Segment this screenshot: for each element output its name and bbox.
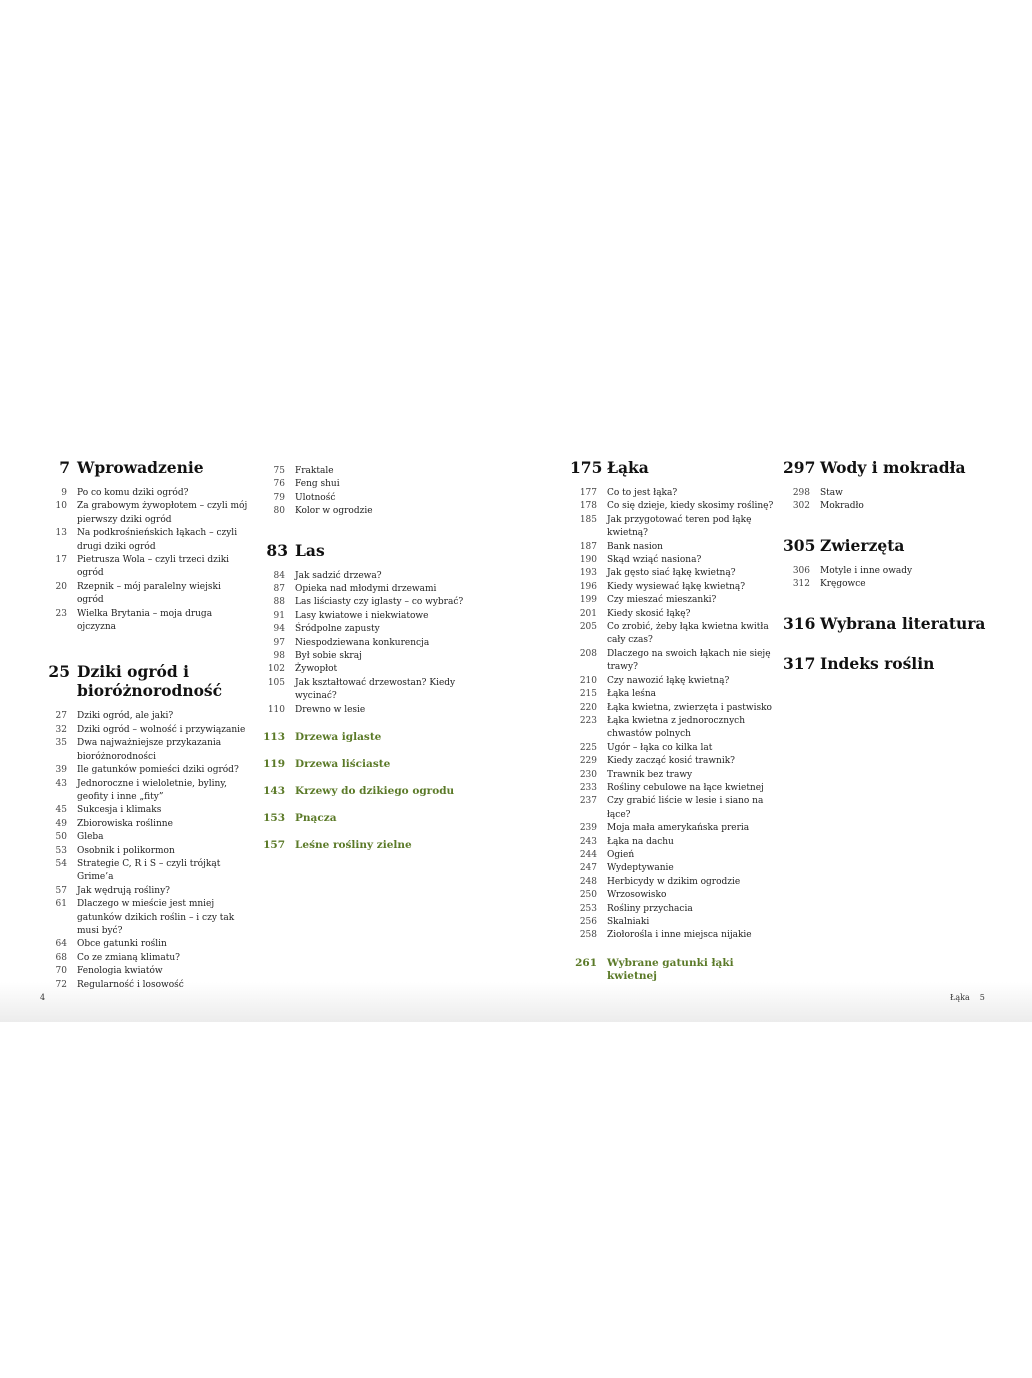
toc-entry — [40, 952, 250, 965]
toc-entry — [40, 737, 250, 764]
entry-title: Dlaczego w mieście jest mniej gatunków dzikich roślin – i czy tak musi być? — [77, 899, 235, 936]
entry-title: Staw — [820, 488, 843, 498]
entry-title: Wrzosowisko — [607, 890, 667, 901]
entry-page-number: 75 — [273, 466, 285, 476]
entry-title: Pietrusza Wola – czyli trzeci dziki ogród — [77, 555, 230, 579]
entry-title: Kiedy wysiewać łąkę kwietną? — [607, 581, 746, 592]
entry-page-number: 32 — [55, 724, 67, 735]
toc-entry — [40, 938, 250, 951]
section-page-number: 113 — [263, 731, 285, 744]
toc-entry — [570, 782, 782, 795]
toc-entry — [570, 862, 782, 875]
toc-entry — [40, 979, 250, 992]
entry-page-number: 223 — [579, 715, 597, 726]
entry-title: Dziki ogród – wolność i przywiązanie — [77, 724, 246, 735]
toc-entry — [40, 831, 250, 844]
entry-title: Sukcesja i klimaks — [77, 805, 162, 816]
toc-entry — [570, 795, 782, 822]
toc-entry — [258, 704, 473, 717]
entry-page-number: 49 — [55, 818, 67, 829]
toc-column-2 — [258, 465, 473, 866]
entry-page-number: 102 — [267, 664, 285, 675]
entry-title: Czy nawozić łąkę kwietną? — [607, 675, 730, 686]
entry-title: Jak sadzić drzewa? — [295, 570, 382, 581]
entry-title: Śródpolne zapusty — [295, 624, 380, 635]
section-title: Leśne rośliny zielne — [295, 839, 412, 852]
toc-entry — [258, 623, 473, 636]
entry-title: Jednoroczne i wieloletnie, byliny, geofity i inne „fity” — [77, 778, 228, 802]
entry-title: Rośliny przychacia — [607, 903, 693, 914]
species-sections — [570, 957, 782, 983]
chapter-entries — [258, 570, 473, 717]
chapter-entries — [40, 487, 250, 634]
toc-entry — [258, 637, 473, 650]
entry-title: Lasy kwiatowe i niekwiatowe — [295, 610, 429, 621]
entry-page-number: 248 — [579, 876, 597, 887]
toc-entry — [570, 849, 782, 862]
chapter-heading — [783, 654, 1013, 673]
entry-page-number: 229 — [579, 756, 597, 767]
entry-title: Jak przygotować teren pod łąkę kwietną? — [607, 514, 752, 539]
chapter-title: Zwierzęta — [820, 535, 905, 555]
toc-entry — [570, 755, 782, 768]
toc-entry — [570, 889, 782, 902]
toc-entry — [570, 876, 782, 889]
entry-title: Moja mała amerykańska preria — [607, 823, 750, 834]
entry-title: Jak wędrują rośliny? — [77, 885, 170, 896]
entry-page-number: 53 — [55, 845, 67, 856]
entry-title: Po co komu dziki ogród? — [77, 488, 189, 498]
entry-page-number: 237 — [579, 796, 597, 807]
toc-entry — [783, 565, 1013, 578]
toc-entry — [40, 965, 250, 978]
entry-title: Opieka nad młodymi drzewami — [295, 584, 437, 595]
section-title: Drzewa iglaste — [295, 731, 382, 744]
toc-entry — [783, 487, 1013, 500]
chapter-title: Łąka — [607, 458, 649, 477]
toc-entry — [570, 594, 782, 607]
toc-entry — [570, 929, 782, 942]
entry-page-number: 208 — [579, 648, 597, 659]
toc-entry — [40, 527, 250, 554]
toc-entry — [570, 500, 782, 513]
toc-entry — [570, 769, 782, 782]
entry-page-number: 205 — [579, 622, 597, 633]
chapter-number: 297 — [783, 458, 816, 477]
toc-column-4 — [783, 458, 1013, 673]
toc-entry — [783, 578, 1013, 591]
entry-title: Jak kształtować drzewostan? Kiedy wycinać? — [295, 677, 456, 702]
entry-title: Niespodziewana konkurencja — [295, 637, 430, 648]
toc-entry — [570, 648, 782, 675]
toc-entry — [570, 514, 782, 541]
toc-entry — [258, 570, 473, 583]
entry-page-number: 10 — [55, 501, 67, 512]
entry-title: Wielka Brytania – moja druga ojczyzna — [77, 608, 213, 633]
entry-page-number: 17 — [55, 555, 67, 566]
entry-page-number: 244 — [579, 849, 597, 860]
entry-title: Łąka leśna — [607, 689, 657, 700]
entry-title: Co się dzieje, kiedy skosimy roślinę? — [607, 501, 774, 512]
entry-page-number: 39 — [55, 765, 67, 776]
section-page-number: 143 — [263, 785, 285, 798]
chapter-number: 25 — [48, 662, 70, 682]
entry-title: Fenologia kwiatów — [77, 966, 163, 977]
entry-page-number: 233 — [579, 782, 597, 793]
entry-title: Feng shui — [295, 479, 340, 490]
toc-entry — [570, 688, 782, 701]
toc-entry — [570, 541, 782, 554]
entry-page-number: 185 — [579, 514, 597, 525]
species-sections — [258, 731, 473, 852]
toc-entry — [40, 818, 250, 831]
chapter-heading — [258, 541, 473, 560]
toc-entry — [570, 487, 782, 500]
entry-page-number: 91 — [273, 610, 285, 621]
chapter-number: 305 — [783, 535, 816, 555]
chapter-heading — [40, 458, 250, 477]
toc-entry — [258, 492, 473, 505]
chapter-title: Wody i mokradła — [820, 458, 966, 477]
toc-entry — [40, 554, 250, 581]
species-section-entry — [258, 758, 473, 771]
chapter-entries — [783, 565, 1013, 592]
species-section-entry — [258, 839, 473, 852]
chapter-heading — [40, 662, 250, 700]
entry-page-number: 88 — [273, 597, 285, 608]
entry-page-number: 247 — [579, 863, 597, 874]
chapter-number: 317 — [783, 653, 816, 673]
toc-entry — [40, 487, 250, 500]
entry-page-number: 196 — [579, 581, 597, 592]
entry-page-number: 76 — [273, 479, 285, 490]
entry-title: Osobnik i polikormon — [77, 845, 175, 856]
chapter-entries — [783, 487, 1013, 514]
entry-page-number: 80 — [273, 506, 285, 517]
entry-title: Łąka kwietna z jednorocznych chwastów polnych — [607, 715, 745, 740]
entry-page-number: 239 — [579, 823, 597, 834]
toc-entry — [570, 621, 782, 648]
entry-title: Trawnik bez trawy — [607, 769, 693, 780]
entry-page-number: 230 — [579, 769, 597, 780]
entry-page-number: 201 — [579, 608, 597, 619]
entry-page-number: 84 — [273, 570, 285, 581]
chapter-number: 7 — [59, 458, 70, 477]
entry-page-number: 54 — [55, 858, 67, 869]
entry-page-number: 199 — [579, 595, 597, 606]
section-title: Wybrane gatunki łąki kwietnej — [607, 956, 734, 982]
entry-page-number: 193 — [579, 568, 597, 579]
entry-page-number: 258 — [579, 930, 597, 941]
entry-title: Ugór – łąka co kilka lat — [607, 742, 713, 753]
chapter-title: Las — [295, 540, 325, 560]
toc-entry — [258, 465, 473, 478]
running-title: Łąka — [950, 993, 970, 1002]
entry-title: Obce gatunki roślin — [77, 939, 167, 950]
entry-page-number: 98 — [273, 651, 285, 662]
entry-page-number: 9 — [61, 488, 67, 498]
species-section-entry — [258, 812, 473, 825]
toc-entry — [570, 916, 782, 929]
entry-title: Herbicydy w dzikim ogrodzie — [607, 876, 741, 887]
entry-title: Mokradło — [820, 501, 864, 512]
toc-entry — [570, 822, 782, 835]
entry-page-number: 20 — [55, 581, 67, 592]
chapter-title: Wybrana literatura — [820, 613, 986, 633]
entry-title: Wydeptywanie — [607, 863, 674, 874]
toc-entry — [40, 898, 250, 938]
chapter-entries — [40, 710, 250, 992]
toc-entry — [40, 804, 250, 817]
toc-entry — [40, 845, 250, 858]
toc-entry — [258, 677, 473, 704]
toc-entry — [40, 710, 250, 723]
toc-entry — [40, 885, 250, 898]
toc-entry — [258, 650, 473, 663]
entry-page-number: 97 — [273, 637, 285, 648]
toc-entry — [40, 778, 250, 805]
entry-page-number: 298 — [792, 488, 810, 498]
entry-title: Skąd wziąć nasiona? — [607, 555, 702, 566]
chapter-number: 316 — [783, 613, 816, 633]
entry-page-number: 253 — [579, 903, 597, 914]
toc-entry — [570, 608, 782, 621]
entry-title: Co to jest łąka? — [607, 488, 678, 498]
toc-entry — [258, 663, 473, 676]
entry-title: Fraktale — [295, 466, 334, 476]
entry-title: Ogień — [607, 849, 635, 860]
entry-title: Bank nasion — [607, 541, 663, 552]
entry-title: Czy mieszać mieszanki? — [607, 595, 717, 606]
continued-entries — [258, 465, 473, 519]
toc-entry — [783, 500, 1013, 513]
entry-title: Motyle i inne owady — [820, 565, 913, 576]
toc-entry — [40, 608, 250, 635]
entry-title: Rzepnik – mój paralelny wiejski ogród — [77, 581, 221, 606]
entry-title: Jak gęsto siać łąkę kwietną? — [607, 568, 736, 579]
section-title: Pnącza — [295, 812, 337, 825]
entry-title: Co ze zmianą klimatu? — [77, 952, 180, 963]
entry-title: Dziki ogród, ale jaki? — [77, 711, 174, 722]
entry-page-number: 35 — [55, 738, 67, 749]
toc-entry — [40, 724, 250, 737]
entry-title: Żywopłot — [295, 664, 338, 675]
toc-entry — [258, 478, 473, 491]
entry-page-number: 177 — [579, 488, 597, 498]
toc-entry — [40, 581, 250, 608]
chapter-number: 175 — [570, 458, 603, 477]
entry-page-number: 220 — [579, 702, 597, 713]
entry-page-number: 110 — [267, 704, 285, 715]
toc-entry — [258, 610, 473, 623]
toc-entry — [570, 742, 782, 755]
entry-title: Za grabowym żywopłotem – czyli mój pierwszy dziki ogród — [77, 501, 248, 525]
toc-entry — [258, 583, 473, 596]
section-page-number: 261 — [575, 956, 597, 969]
chapter-heading — [783, 614, 1013, 633]
toc-entry — [570, 702, 782, 715]
entry-page-number: 302 — [792, 501, 810, 512]
entry-title: Łąka na dachu — [607, 836, 674, 847]
entry-page-number: 70 — [55, 966, 67, 977]
section-page-number: 153 — [263, 812, 285, 825]
right-footer — [950, 993, 985, 1002]
toc-entry — [570, 836, 782, 849]
section-title: Drzewa liściaste — [295, 758, 391, 771]
entry-page-number: 306 — [792, 565, 810, 576]
entry-title: Gleba — [77, 832, 104, 843]
chapter-entries — [570, 487, 782, 943]
entry-title: Dlaczego na swoich łąkach nie sieję trawy? — [607, 648, 771, 673]
entry-page-number: 190 — [579, 555, 597, 566]
toc-entry — [570, 581, 782, 594]
entry-title: Kiedy skosić łąkę? — [607, 608, 691, 619]
entry-page-number: 64 — [55, 939, 67, 950]
left-page-number: 4 — [40, 993, 46, 1002]
entry-page-number: 68 — [55, 952, 67, 963]
toc-entry — [40, 858, 250, 885]
entry-page-number: 178 — [579, 501, 597, 512]
entry-title: Łąka kwietna, zwierzęta i pastwisko — [607, 702, 772, 713]
entry-title: Kolor w ogrodzie — [295, 506, 373, 517]
section-title: Krzewy do dzikiego ogrodu — [295, 785, 455, 798]
entry-title: Był sobie skraj — [295, 651, 362, 662]
entry-page-number: 250 — [579, 890, 597, 901]
entry-title: Czy grabić liście w lesie i siano na łące? — [607, 796, 764, 820]
entry-page-number: 79 — [273, 492, 285, 503]
entry-page-number: 23 — [55, 608, 67, 619]
toc-entry — [570, 675, 782, 688]
chapter-number: 83 — [266, 540, 288, 560]
entry-page-number: 87 — [273, 584, 285, 595]
entry-page-number: 243 — [579, 836, 597, 847]
entry-title: Kręgowce — [820, 579, 866, 590]
toc-column-1 — [40, 458, 250, 992]
entry-title: Skalniaki — [607, 917, 650, 927]
chapter-title: Wprowadzenie — [77, 458, 204, 477]
species-section-entry — [258, 731, 473, 744]
entry-page-number: 27 — [55, 711, 67, 722]
entry-title: Dwa najważniejsze przykazania bioróżnorodności — [77, 738, 222, 762]
species-section-entry — [258, 785, 473, 798]
toc-column-3 — [570, 458, 782, 997]
entry-title: Kiedy zacząć kosić trawnik? — [607, 756, 736, 767]
section-page-number: 119 — [263, 758, 285, 771]
entry-page-number: 210 — [579, 675, 597, 686]
section-page-number: 157 — [263, 839, 285, 852]
entry-page-number: 187 — [579, 541, 597, 552]
toc-entry — [570, 567, 782, 580]
entry-title: Strategie C, R i S – czyli trójkąt Grime’a — [77, 858, 221, 883]
species-section-entry — [570, 957, 782, 983]
entry-title: Na podkrośnieńskich łąkach – czyli drugi dziki ogród — [77, 528, 238, 552]
entry-title: Ulotność — [295, 492, 336, 503]
entry-title: Ile gatunków pomieści dziki ogród? — [77, 765, 239, 776]
entry-page-number: 13 — [55, 528, 67, 539]
entry-page-number: 45 — [55, 805, 67, 816]
entry-page-number: 215 — [579, 689, 597, 700]
entry-page-number: 105 — [267, 677, 285, 688]
chapter-title: Dziki ogród i bioróżnorodność — [77, 662, 223, 701]
chapter-title: Indeks roślin — [820, 653, 935, 673]
entry-page-number: 225 — [579, 742, 597, 753]
entry-page-number: 43 — [55, 778, 67, 789]
entry-title: Co zrobić, żeby łąka kwietna kwitła cały czas? — [607, 622, 769, 646]
entry-title: Ziołorośla i inne miejsca nijakie — [607, 930, 752, 941]
entry-title: Zbiorowiska roślinne — [77, 818, 173, 829]
chapter-heading — [783, 536, 1013, 555]
entry-title: Rośliny cebulowe na łące kwietnej — [607, 782, 764, 793]
entry-title: Drewno w lesie — [295, 704, 366, 715]
entry-page-number: 50 — [55, 832, 67, 843]
entry-page-number: 256 — [579, 917, 597, 927]
entry-title: Regularność i losowość — [77, 979, 184, 990]
right-page-number: 5 — [979, 993, 985, 1002]
entry-page-number: 94 — [273, 624, 285, 635]
entry-page-number: 61 — [55, 899, 67, 910]
toc-entry — [40, 764, 250, 777]
toc-entry — [40, 500, 250, 527]
toc-entry — [570, 903, 782, 916]
entry-title: Las liściasty czy iglasty – co wybrać? — [295, 597, 464, 608]
toc-entry — [258, 596, 473, 609]
toc-entry — [258, 505, 473, 518]
toc-entry — [570, 554, 782, 567]
entry-page-number: 72 — [55, 979, 67, 990]
entry-page-number: 312 — [792, 579, 810, 590]
chapter-heading — [783, 458, 1013, 477]
toc-entry — [570, 715, 782, 742]
chapter-heading — [570, 458, 782, 477]
entry-page-number: 57 — [55, 885, 67, 896]
